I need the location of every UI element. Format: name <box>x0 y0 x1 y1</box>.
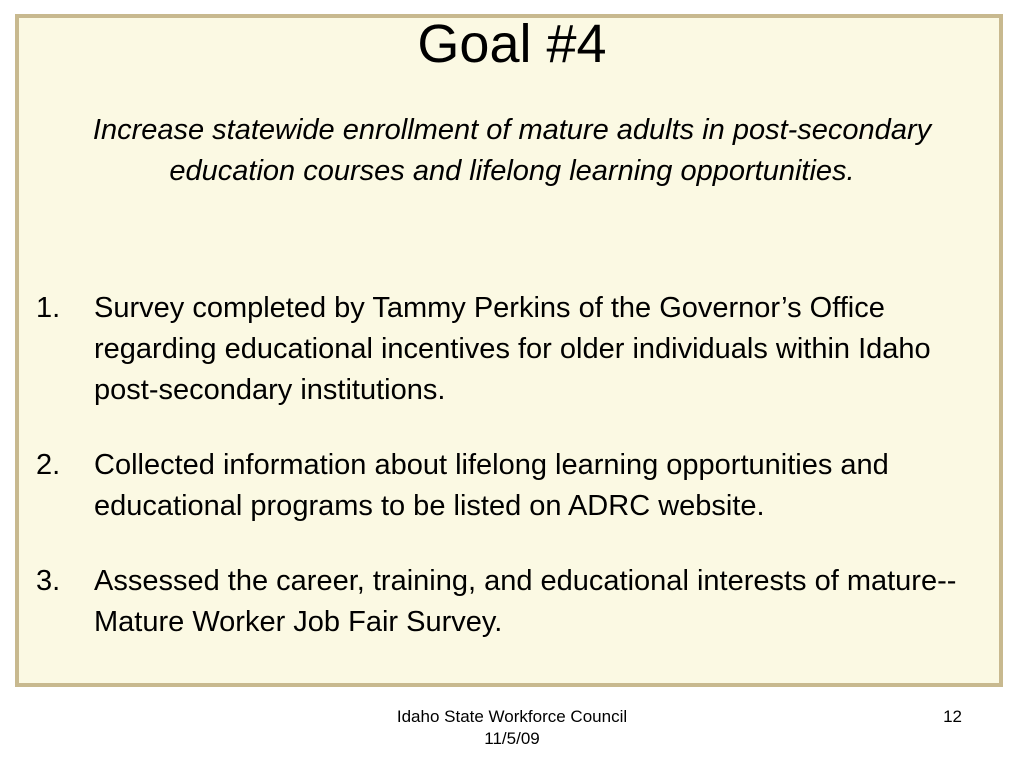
slide-title: Goal #4 <box>417 14 607 74</box>
footer-organization: Idaho State Workforce Council <box>396 707 628 726</box>
goal-description: Increase statewide enrollment of mature adults in post-secondary education courses and lifelong learning opportunities. <box>92 114 932 187</box>
list-item-number: 3. <box>36 565 61 597</box>
footer <box>312 706 712 750</box>
list-item-number: 1. <box>36 292 61 324</box>
accomplishments-list <box>36 288 976 677</box>
list-item-number: 2. <box>36 449 61 481</box>
page-number: 12 <box>943 707 962 726</box>
list-item-text: Collected information about lifelong learning opportunities and educational programs to be listed on ADRC website. <box>94 449 889 522</box>
list-item-text: Survey completed by Tammy Perkins of the Governor’s Office regarding educational incentives for older individuals within Idaho post-secondary institutions. <box>94 292 931 406</box>
list-item-text: Assessed the career, training, and educational interests of mature--Mature Worker Job Fair Survey. <box>94 565 957 638</box>
list-item <box>36 561 976 643</box>
footer-date: 11/5/09 <box>484 729 540 748</box>
list-item <box>36 288 976 411</box>
list-item <box>36 445 976 527</box>
